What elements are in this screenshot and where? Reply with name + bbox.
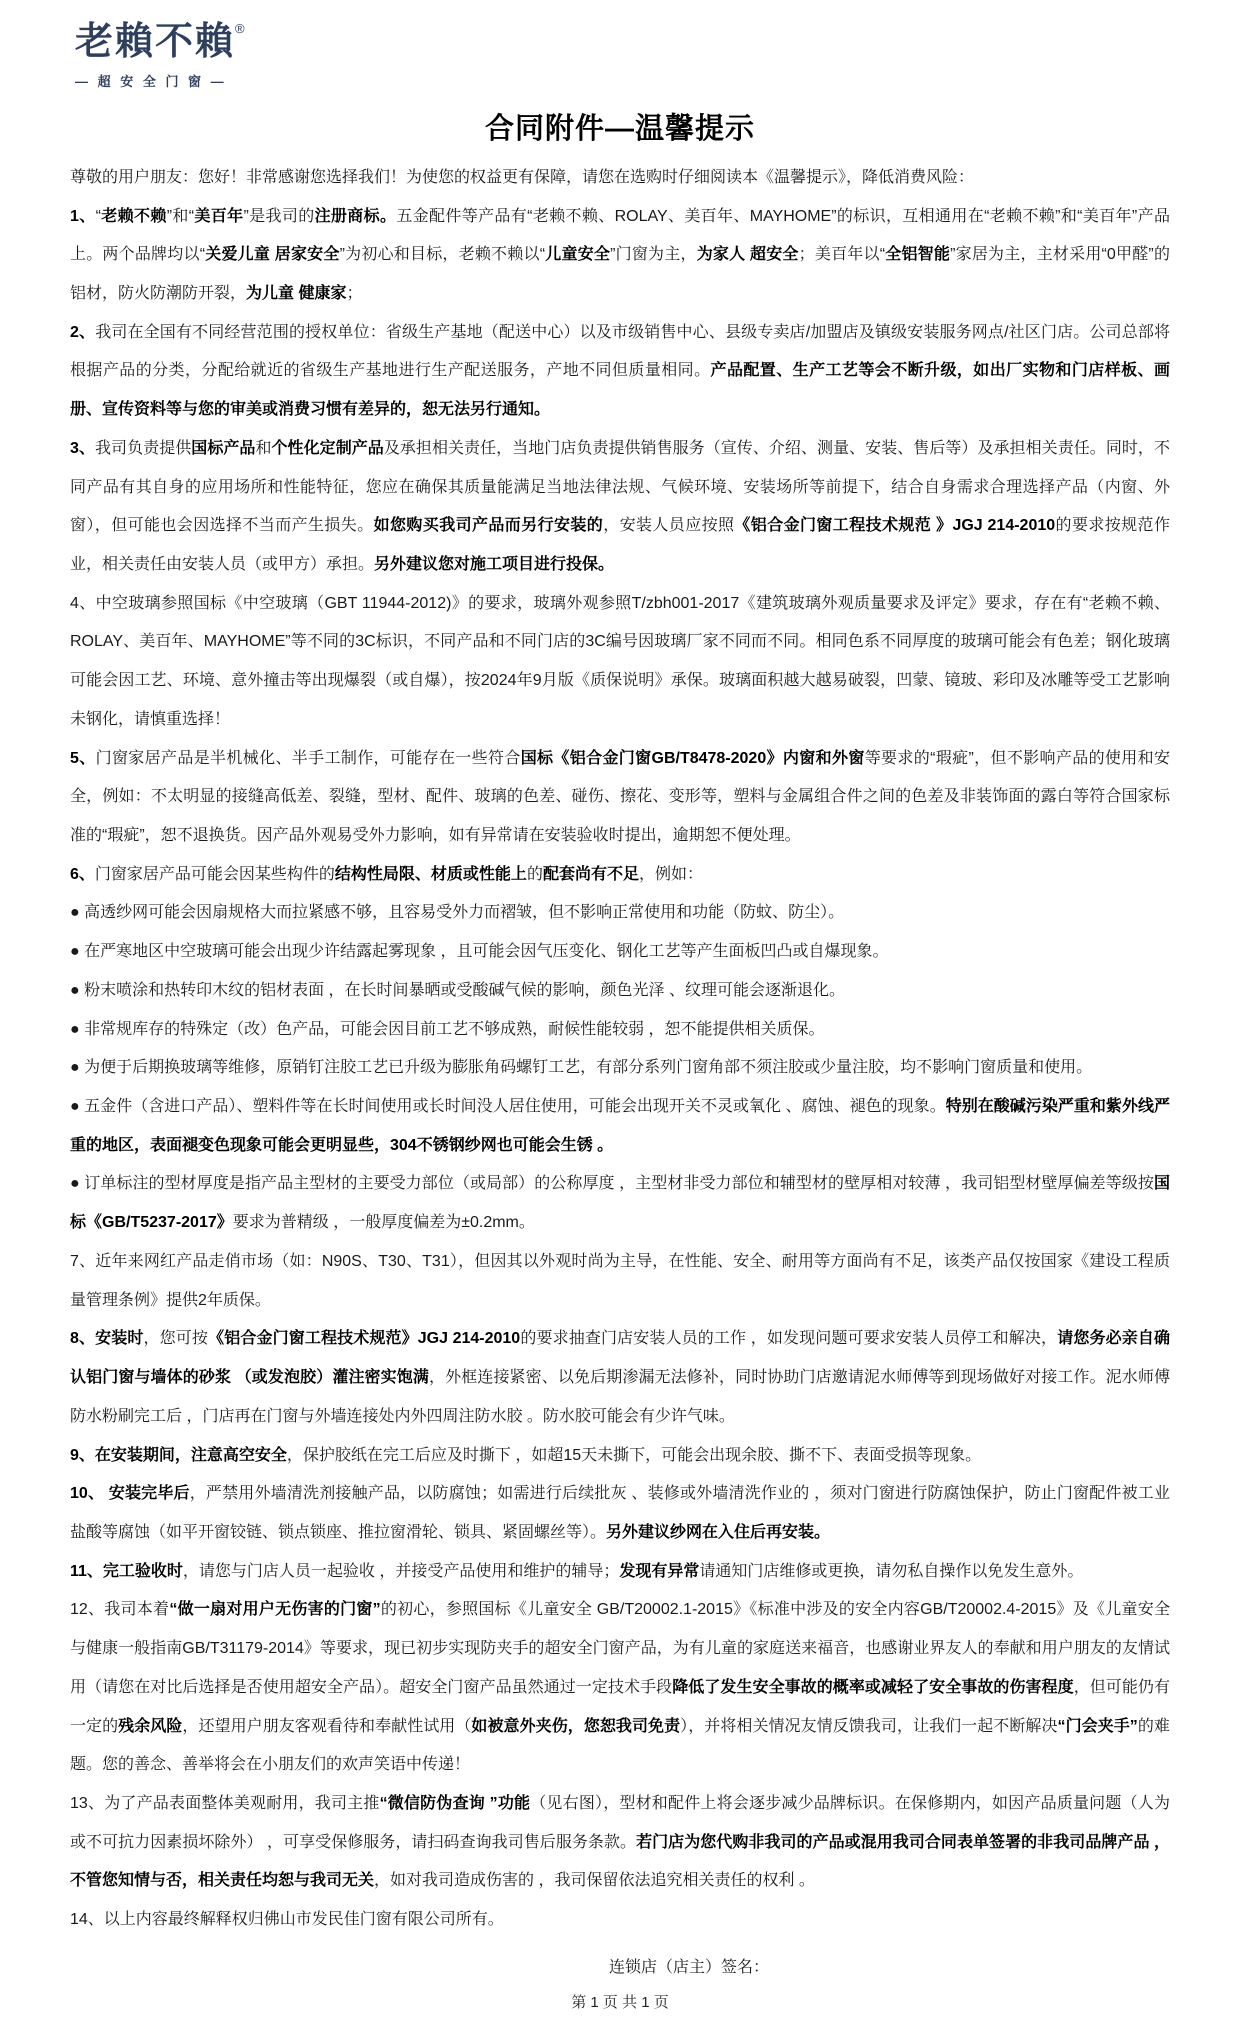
text-run: “	[95, 207, 101, 225]
text-run: 为家人 超安全	[696, 246, 799, 264]
text-run: ● 高透纱网可能会因扇规格大而拉紧感不够，且容易受外力而褶皱，但不影响正常使用和功能（防蚊、防尘）。	[70, 904, 845, 922]
text-run: ，严禁用外墙清洗剂接触产品，以防腐蚀；如需进行后续批灰 、装修或外墙清洗作业的 ，须对门窗进行防腐蚀保护，防止门窗配件被工业盐酸等腐蚀（如平开窗铰链、锁点锁座、推拉窗滑轮、锁具、紧固螺丝等）。	[70, 1485, 1170, 1541]
brand-logo	[75, 22, 1170, 90]
text-run: 关爱儿童 居家安全	[205, 246, 340, 264]
text-run: 11、完工验收时	[70, 1562, 183, 1580]
paragraph-11	[70, 1011, 1170, 1050]
text-run: ”是我司的	[243, 207, 315, 225]
text-run: 的初心，参照国标《儿童安全 GB/T20002.1-2015》《标准中涉及的安全内容GB/T20002.4-2015》及《儿童安全与健康一般指南GB/T31179-2014》等要求，现已初步实现防夹手的超安全门窗产品，为有儿童的家庭送来福音，也感谢业界友人的奉献和用户朋友的友情试用（请您在对比后选择是否使用超安全产品）。超安全门窗产品虽然通过一定技术手段	[70, 1601, 1170, 1696]
text-run: 10、 安装完毕后	[70, 1485, 190, 1503]
text-run: 1、	[70, 207, 96, 225]
text-run: ），并将相关情况友情反馈我司，让我们一起不断解决	[680, 1717, 1058, 1735]
text-run: 残余风险	[118, 1717, 183, 1735]
text-run: 尊敬的用户朋友：您好！非常感谢您选择我们！为使您的权益更有保障，请您在选购时仔细阅读本《温馨提示》，降低消费风险：	[70, 168, 975, 186]
brand-name-text: 老賴不賴	[75, 21, 236, 63]
text-run: 的要求按规范作业，相关责任由安装人员（或甲方）承担。	[70, 517, 1170, 573]
text-run: 和	[255, 439, 272, 457]
text-run: ，还望用户朋友客观看待和奉献性试用（	[182, 1717, 472, 1735]
text-run: ● 粉末喷涂和热转印木纹的铝材表面 ，在长时间暴晒或受酸碱气候的影响，颜色光泽 、纹理可能会逐渐退化。	[70, 981, 846, 999]
text-run: ”为初心和目标，老赖不赖以“	[339, 246, 546, 264]
paragraph-5	[70, 585, 1170, 740]
text-run: 8、安装时	[70, 1330, 144, 1348]
text-run: ，如对我司造成伤害的 ，我司保留依法追究相关责任的权利 。	[374, 1872, 815, 1890]
paragraph-6	[70, 740, 1170, 856]
text-run: 等要求的“瑕疵”，但不影响产品的使用和安全，例如：不太明显的接缝高低差、裂缝，型材、配件、玻璃的色差、碰伤、擦花、变形等，塑料与金属组合件之间的色差及非装饰面的露白等符合国家标准的“瑕疵”，恕不退换货。因产品外观易受外力影响，如有异常请在安装验收时提出，逾期恕不便处理。	[70, 749, 1170, 845]
text-run: ，安装人员应按照	[603, 517, 735, 535]
paragraph-1	[70, 159, 1170, 198]
paragraph-3	[70, 314, 1170, 430]
text-run: 特别在酸碱污染严重和紫外线严重的地区，表面褪变色现象可能会更明显些，304不锈钢纱网也可能会生锈 。	[70, 1098, 1170, 1154]
paragraph-16	[70, 1320, 1170, 1436]
paragraph-15	[70, 1243, 1170, 1320]
text-run: 五金配件等产品有“老赖不赖、ROLAY、美百年、MAYHOME”的标识，互相通用在“老赖不赖”和“美百年”产品上。两个品牌均以“	[70, 207, 1170, 264]
text-run: “微信防伪查询 ”功能	[379, 1794, 531, 1812]
text-run: “门会夹手”	[1057, 1717, 1138, 1735]
brand-name	[75, 22, 1170, 64]
text-run: ，例如：	[638, 865, 703, 883]
text-run: 儿童安全	[545, 246, 611, 264]
text-run: ● 非常规库存的特殊定（改）色产品，可能会因目前工艺不够成熟，耐候性能较弱 ，恕不能提供相关质保。	[70, 1020, 825, 1038]
paragraph-18	[70, 1475, 1170, 1552]
text-run: ● 在严寒地区中空玻璃可能会出现少许结露起雾现象 ，且可能会因气压变化、钢化工艺等产生面板凹凸或自爆现象。	[70, 943, 889, 961]
text-run: 14、以上内容最终解释权归佛山市发民佳门窗有限公司所有。	[70, 1911, 504, 1929]
text-run: 4、中空玻璃参照国标《中空玻璃（GBT 11944-2012)》的要求，玻璃外观参照T/zbh001-2017《建筑玻璃外观质量要求及评定》要求，存在有“老赖不赖、ROLAY、美百年、MAYHOME”等不同的3C标识，不同产品和不同门店的3C编号因玻璃厂家不同而不同。相同色系不同厚度的玻璃可能会有色差；钢化玻璃可能会因工艺、环境、意外撞击等出现爆裂（或自爆），按2024年9月版《质保说明》承保。玻璃面积越大越易破裂，凹蒙、镜玻、彩印及冰雕等受工艺影响未钢化，请慎重选择！	[70, 594, 1170, 728]
paragraph-2	[70, 198, 1170, 314]
text-run: 另外建议您对施工项目进行投保。	[374, 555, 615, 573]
text-run: “做一扇对用户无伤害的门窗”	[169, 1601, 381, 1619]
paragraph-14	[70, 1165, 1170, 1242]
text-run: 如被意外夹伤，您恕我司免责	[471, 1717, 681, 1735]
text-run: 若门店为您代购非我司的产品或混用我司合同表单签署的非我司品牌产品 ，不管您知情与否，相关责任均恕与我司无关	[70, 1833, 1170, 1890]
text-run: 及承担相关责任，当地门店负责提供销售服务（宣传、介绍、测量、安装、售后等）及承担相关责任。同时，不同产品有其自身的应用场所和性能特征，您应在确保其质量能满足当地法律法规、气候环境、安装场所等前提下，结合自身需求合理选择产品（内窗、外窗），但可能也会因选择不当而产生损失。	[70, 439, 1170, 535]
text-run: 请通知门店维修或更换，请勿私自操作以免发生意外。	[699, 1562, 1084, 1580]
text-run: 请您务必亲自确认铝门窗与墙体的砂浆 （或发泡胶）灌注密实饱满	[70, 1330, 1170, 1387]
text-run: ，请您与门店人员一起验收 ，并接受产品使用和维护的辅导；	[182, 1562, 620, 1580]
text-run: 配套尚有不足	[542, 865, 639, 883]
paragraph-22	[70, 1901, 1170, 1940]
text-run: 发现有异常	[619, 1562, 700, 1580]
text-run: 《铝合金门窗工程技术规范》JGJ 214-2010	[208, 1330, 521, 1348]
text-run: 我司负责提供	[95, 439, 192, 457]
text-run: 2、	[70, 323, 96, 341]
text-run: 国标产品	[191, 439, 256, 457]
document-body	[70, 159, 1170, 1940]
text-run: ● 订单标注的型材厚度是指产品主型材的主要受力部位（或局部）的公称厚度 ，主型材非受力部位和辅型材的壁厚相对较薄 ，我司铝型材壁厚偏差等级按	[70, 1175, 1154, 1193]
paragraph-7	[70, 856, 1170, 895]
text-run: 国标《GB/T5237-2017》	[70, 1175, 1170, 1232]
text-run: 老赖不赖	[100, 207, 167, 225]
paragraph-20	[70, 1591, 1170, 1785]
text-run: 13、为了产品表面整体美观耐用，我司主推	[70, 1794, 380, 1812]
text-run: 个性化定制产品	[271, 439, 384, 457]
text-run: 我司在全国有不同经营范围的授权单位：省级生产基地（配送中心）以及市级销售中心、县级专卖店/加盟店及镇级安装服务网点/社区门店。公司总部将根据产品的分类，分配给就近的省级生产基地进行生产配送服务，产地不同但质量相同。	[70, 323, 1170, 380]
paragraph-13	[70, 1088, 1170, 1165]
text-run: 结构性局限、材质或性能上	[334, 865, 527, 883]
registered-mark: ®	[235, 21, 247, 36]
text-run: ，但可能仍有一定的	[70, 1678, 1170, 1735]
text-run: 的	[526, 865, 543, 883]
text-run: ”和“	[166, 207, 195, 225]
text-run: 如您购买我司产品而另行安装的	[373, 517, 604, 535]
text-run: 门窗家居产品可能会因某些构件的	[94, 865, 335, 883]
text-run: 的要求抽查门店安装人员的工作 ，如发现问题可要求安装人员停工和解决，	[520, 1330, 1058, 1348]
text-run: 美百年	[194, 207, 244, 225]
text-run: 的难题。您的善念、善举将会在小朋友们的欢声笑语中传递！	[70, 1717, 1170, 1774]
text-run: 要求为普精级 ，一般厚度偏差为±0.2mm。	[232, 1214, 535, 1232]
text-run: 3、	[70, 439, 95, 457]
text-run: ”门窗为主，	[610, 246, 697, 264]
paragraph-12	[70, 1049, 1170, 1088]
text-run: 门窗家居产品是半机械化、半手工制作，可能存在一些符合	[95, 749, 521, 767]
text-run: ，外框连接紧密、以免后期渗漏无法修补，同时协助门店邀请泥水师傅等到现场做好对接工作。泥水师傅防水粉刷完工后 ，门店再在门窗与外墙连接处内外四周注防水胶 。防水胶可能会有少许气味。	[70, 1369, 1170, 1425]
text-run: 《铝合金门窗工程技术规范 》JGJ 214-2010	[734, 517, 1056, 535]
page-number: 第 1 页 共 1 页	[571, 1994, 669, 2012]
paragraph-9	[70, 933, 1170, 972]
text-run: 国标《铝合金门窗GB/T8478-2020》内窗和外窗	[520, 749, 865, 767]
text-run: 为儿童 健康家	[246, 284, 347, 302]
paragraph-21	[70, 1785, 1170, 1901]
text-run: 12、我司本着	[70, 1601, 170, 1619]
text-run: 9、在安装期间，注意高空安全	[70, 1446, 287, 1464]
text-run: 全铝智能	[885, 246, 951, 264]
paragraph-17	[70, 1437, 1170, 1476]
text-run: 注册商标。	[314, 207, 397, 225]
text-run: 5、	[70, 749, 96, 767]
text-run: （见右图），型材和配件上将会逐步减少品牌标识。在保修期内，如因产品质量问题（人为或不可抗力因素损坏除外） ，可享受保修服务，请扫码查询我司售后服务条款。	[70, 1794, 1170, 1851]
text-run: 另外建议纱网在入住后再安装。	[606, 1523, 831, 1541]
text-run: ；	[346, 284, 363, 302]
text-run: ”家居为主，主材采用“0甲醛”的铝材，防火防潮防开裂，	[70, 246, 1170, 302]
text-run: ，保护胶纸在完工后应及时撕下 ，如超15天未撕下，可能会出现余胶、撕不下、表面受损等现象。	[286, 1446, 982, 1464]
text-run: ● 为便于后期换玻璃等维修，原销钉注胶工艺已升级为膨胀角码螺钉工艺，有部分系列门窗角部不须注胶或少量注胶，均不影响门窗质量和使用。	[70, 1059, 1093, 1077]
paragraph-8	[70, 894, 1170, 933]
text-run: ● 五金件（含进口产品）、塑料件等在长时间使用或长时间没人居住使用，可能会出现开关不灵或氧化 、腐蚀、褪色的现象。	[70, 1098, 946, 1116]
paragraph-10	[70, 972, 1170, 1011]
document-title: 合同附件—温馨提示	[484, 112, 755, 145]
paragraph-4	[70, 430, 1170, 585]
text-run: 6、	[70, 865, 95, 883]
text-run: 7、近年来网红产品走俏市场（如：N90S、T30、T31），但因其以外观时尚为主导，在性能、安全、耐用等方面尚有不足，该类产品仅按国家《建设工程质量管理条例》提供2年质保。	[70, 1252, 1170, 1309]
text-run: ，您可按	[143, 1330, 209, 1348]
signature-line: 连锁店（店主）签名：	[609, 1958, 770, 1976]
text-run: 产品配置、生产工艺等会不断升级，如出厂实物和门店样板、画册、宣传资料等与您的审美或消费习惯有差异的，恕无法另行通知。	[70, 362, 1170, 419]
brand-tagline: — 超 安 全 门 窗 —	[75, 73, 227, 89]
text-run: ；美百年以“	[798, 246, 886, 264]
paragraph-19	[70, 1553, 1170, 1592]
text-run: 降低了发生安全事故的概率或减轻了安全事故的伤害程度	[672, 1678, 1074, 1696]
